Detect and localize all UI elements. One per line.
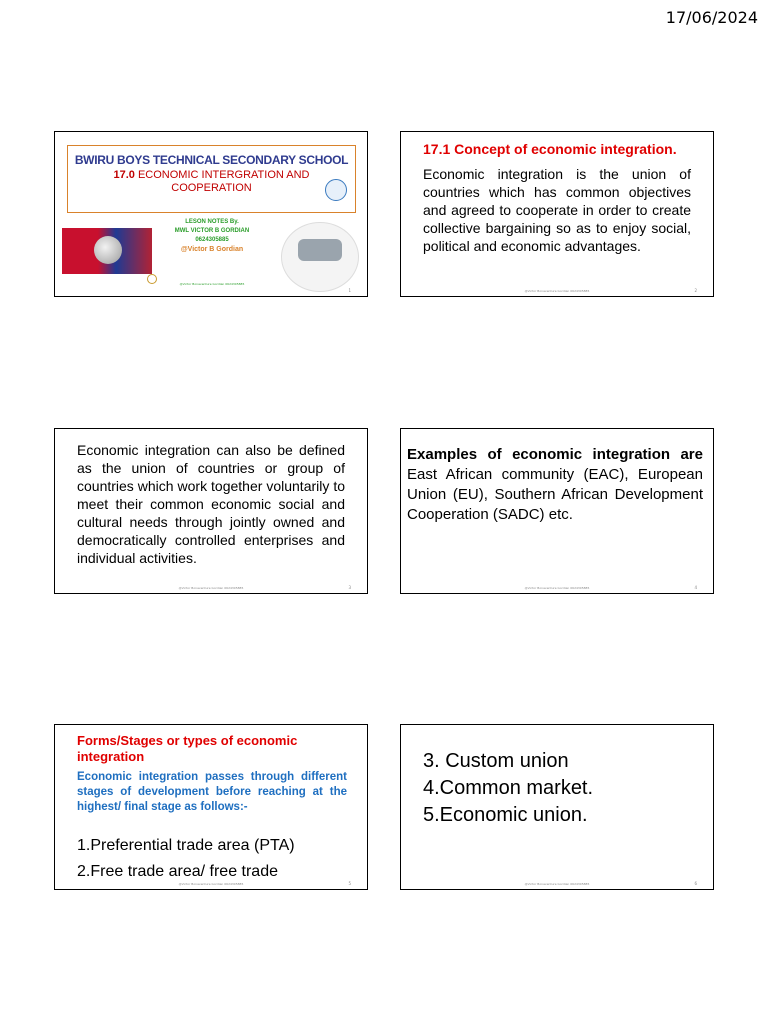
slide-footer: @Victor Bonaventure Gordian 0624305885 [524,882,590,886]
examples-text: East African community (EAC), European Union (EU), Southern African Development Cooperation (SADC) etc. [407,466,703,523]
stages-list [423,748,703,829]
globe-icon [94,236,122,264]
slide-number: 4 [694,585,697,590]
slide-title: 17.1 Concept of economic integration. [423,141,677,157]
title-box [67,145,356,213]
slide-body: Economic integration can also be defined as the union of countries or group of countries which work together voluntarily to meet their common economic social and cultural needs through jointly owned and democratically controlled enterprises and individual activities. [77,442,345,566]
stages-list [77,833,357,885]
world-flags-logo-image [281,222,359,292]
notes-line-1: LESON NOTES By. [185,219,239,225]
slide-4-examples [400,428,714,594]
school-name: BWIRU BOYS TECHNICAL SECONDARY SCHOOL [74,153,349,167]
slide-title: Forms/Stages or types of economic integration [77,733,298,764]
list-item: 2.Free trade area/ free trade [77,863,278,880]
list-item: 5.Economic union. [423,804,588,826]
topic-line-2: COOPERATION [171,182,252,194]
slide-subtitle: Economic integration passes through different stages of development before reaching at the highest/ final stage as follows:- [77,771,347,813]
world-map-icon [298,239,342,261]
list-item: 3. Custom union [423,750,569,772]
slide-5-stages [54,724,368,890]
notes-line-2: MWL VICTOR B GORDIAN [174,228,250,234]
examples-lead: Examples of economic integration are [407,446,703,463]
slide-footer: @Victor Bonaventure Gordian 0624305885 [524,289,590,293]
slide-body: Economic integration is the union of countries which has common objectives and agreed to cooperate in order to create collective bargaining so as to enjoy social, political and economic advantages. [423,166,691,254]
lesson-notes-credit [155,218,269,254]
slide-2-concept [400,131,714,297]
page-date: 17/06/2024 [665,8,758,27]
topic-number: 17.0 [113,169,135,181]
slide-1-title [54,131,368,297]
school-seal-icon [325,179,347,201]
topic-title [68,169,355,195]
list-item: 4.Common market. [423,777,594,799]
slide-6-stages-continued [400,724,714,890]
slide-footer: @Victor Bonaventure Gordian 0624305885 [179,282,245,286]
slide-number: 6 [694,881,697,886]
list-item: 1.Preferential trade area (PTA) [77,837,295,854]
notes-phone: 0624305885 [195,237,229,243]
slide-number: 3 [348,585,351,590]
notes-handle: @Victor B Gordian [180,246,244,253]
slide-number: 1 [348,288,351,293]
handshake-flags-image [62,228,152,274]
slide-number: 5 [348,881,351,886]
slide-footer: @Victor Bonaventure Gordian 0624305885 [178,586,244,590]
slide-footer: @Victor Bonaventure Gordian 0624305885 [178,882,244,886]
slide-3-definition [54,428,368,594]
topic-line-1: ECONOMIC INTERGRATION AND [137,169,310,181]
slide-number: 2 [694,288,697,293]
slide-body [407,445,703,525]
slide-footer: @Victor Bonaventure Gordian 0624305885 [524,586,590,590]
